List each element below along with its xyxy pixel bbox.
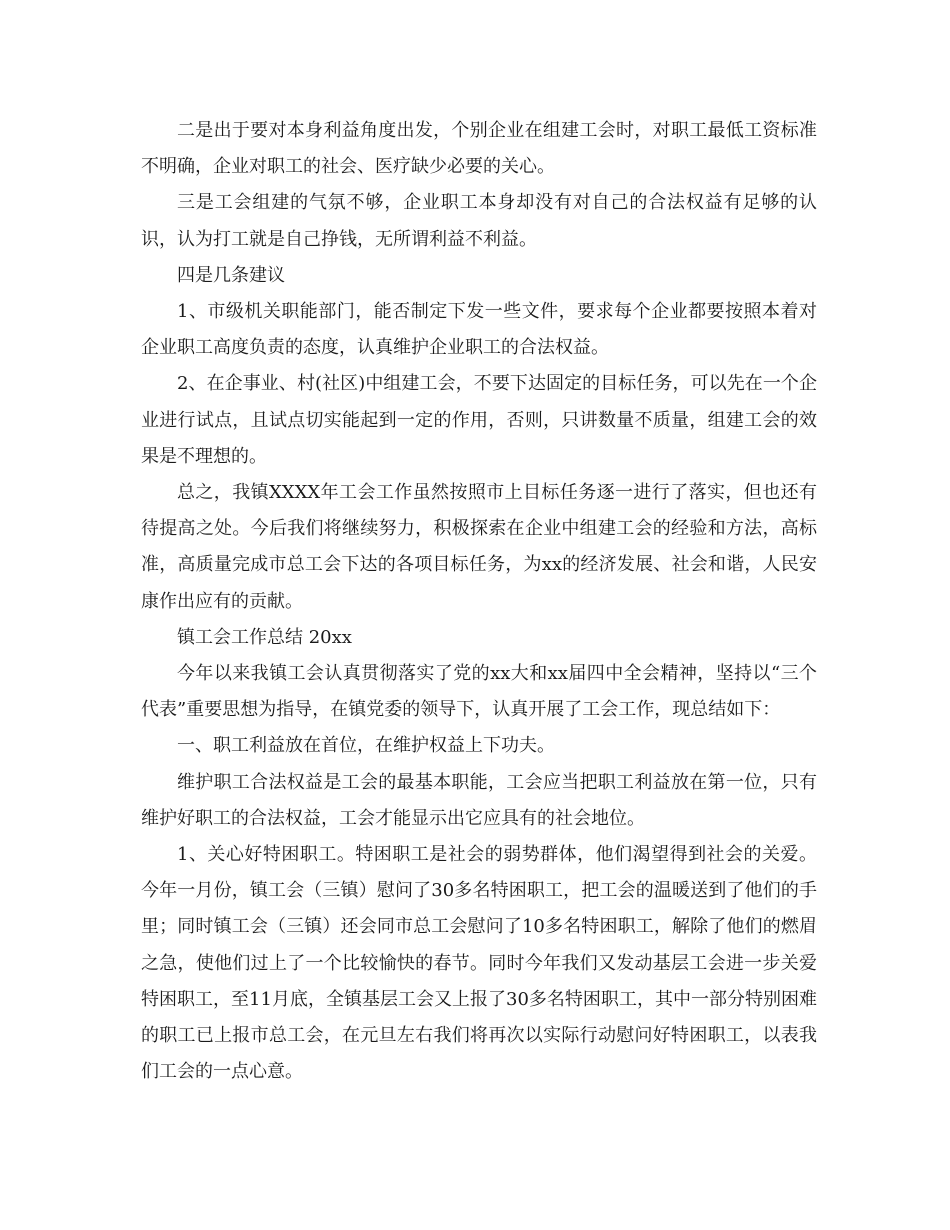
paragraph-problem-three: 三是工会组建的气氛不够，企业职工本身却没有对自己的合法权益有足够的认识，认为打工就是自己挣钱，无所谓利益不利益。	[141, 192, 817, 250]
section-heading-suggestions: 四是几条建议	[177, 264, 285, 286]
section-heading-part-one: 一、职工利益放在首位，在维护权益上下功夫。	[177, 735, 555, 757]
paragraph-suggestion-one: 1、市级机关职能部门，能否制定下发一些文件，要求每个企业都要按照本着对企业职工高度负责的态度，认真维护企业职工的合法权益。	[141, 301, 817, 359]
document-body	[141, 113, 817, 1090]
section-heading-summary-title: 镇工会工作总结 20xx	[177, 626, 352, 648]
paragraph-conclusion: 总之，我镇XXXX年工会工作虽然按照市上目标任务逐一进行了落实，但也还有待提高之处。今后我们将继续努力，积极探索在企业中组建工会的经验和方法，高标准，高质量完成市总工会下达的各项目标任务，为xx的经济发展、社会和谐，人民安康作出应有的贡献。	[141, 482, 817, 612]
paragraph-rights-duty: 维护职工合法权益是工会的最基本职能，工会应当把职工利益放在第一位，只有维护好职工的合法权益，工会才能显示出它应具有的社会地位。	[141, 771, 817, 829]
paragraph-suggestion-two: 2、在企事业、村(社区)中组建工会，不要下达固定的目标任务，可以先在一个企业进行试点，且试点切实能起到一定的作用，否则，只讲数量不质量，组建工会的效果是不理想的。	[141, 373, 817, 467]
paragraph-problem-two: 二是出于要对本身利益角度出发，个别企业在组建工会时，对职工最低工资标准不明确，企业对职工的社会、医疗缺少必要的关心。	[141, 120, 817, 178]
paragraph-summary-intro: 今年以来我镇工会认真贯彻落实了党的xx大和xx届四中全会精神，坚持以“三个代表”重要思想为指导，在镇党委的领导下，认真开展了工会工作，现总结如下：	[141, 663, 817, 721]
paragraph-care-needy-workers: 1、关心好特困职工。特困职工是社会的弱势群体，他们渴望得到社会的关爱。今年一月份，镇工会（三镇）慰问了30多名特困职工，把工会的温暖送到了他们的手里；同时镇工会（三镇）还会同市总工会慰问了10多名特困职工，解除了他们的燃眉之急，使他们过上了一个比较愉快的春节。同时今年我们又发动基层工会进一步关爱特困职工，至11月底，全镇基层工会又上报了30多名特困职工，其中一部分特别困难的职工已上报市总工会，在元旦左右我们将再次以实际行动慰问好特困职工，以表我们工会的一点心意。	[141, 844, 817, 1083]
